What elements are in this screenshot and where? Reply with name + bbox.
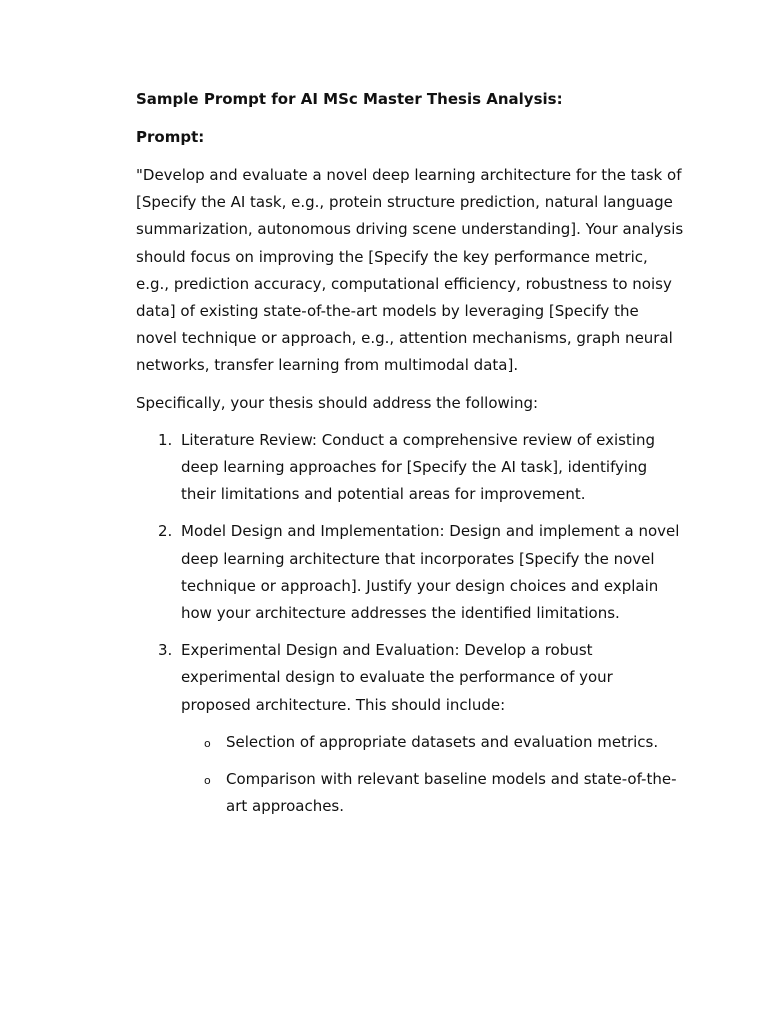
document-page — [136, 86, 684, 830]
list-item-number: 3. — [158, 641, 173, 660]
prompt-label: Prompt: — [136, 128, 205, 146]
sublist-item-text: Comparison with relevant baseline models and state-of-the-art approaches. — [226, 770, 677, 816]
list-item-number: 2. — [158, 522, 173, 541]
list-item-text: Model Design and Implementation: Design and implement a novel deep learning architecture that incorporates [Specify the novel technique or approach]. Justify your design choices and explain how your architecture addresses the identified limitations. — [181, 522, 680, 623]
sublist-item-text: Selection of appropriate datasets and evaluation metrics. — [226, 732, 659, 751]
list-item-text: Literature Review: Conduct a comprehensive review of existing deep learning approaches for [Specify the AI task], identifying their limitations and potential areas for improvement. — [181, 430, 656, 504]
list-item-experimental-design — [136, 637, 684, 820]
sublist-item-baselines — [181, 766, 684, 820]
bullet-icon: o — [204, 736, 211, 750]
requirements-list — [136, 427, 684, 821]
document-title: Sample Prompt for AI MSc Master Thesis Analysis: — [136, 90, 563, 108]
list-item-text: Experimental Design and Evaluation: Develop a robust experimental design to evaluate the performance of your proposed architecture. This should include: — [181, 641, 613, 714]
list-item-number: 1. — [158, 430, 173, 449]
bullet-icon: o — [204, 774, 211, 788]
list-item-model-design — [136, 518, 684, 627]
sublist-item-datasets — [181, 729, 684, 756]
specifically-paragraph: Specifically, your thesis should address the following: — [136, 393, 539, 412]
prompt-intro-paragraph: "Develop and evaluate a novel deep learning architecture for the task of [Specify the AI task, e.g., protein structure prediction, natural language summarization, autonomous driving scene understanding]. Your analysis should focus on improving the [Specify the key performance metric, e.g., prediction accuracy, computational efficiency, robustness to noisy data] of existing state-of-the-art models by leveraging [Specify the novel technique or approach, e.g., attention mechanisms, graph neural networks, transfer learning from multimodal data]. — [136, 166, 684, 375]
list-item-literature-review — [136, 427, 684, 509]
evaluation-sublist — [181, 729, 684, 821]
